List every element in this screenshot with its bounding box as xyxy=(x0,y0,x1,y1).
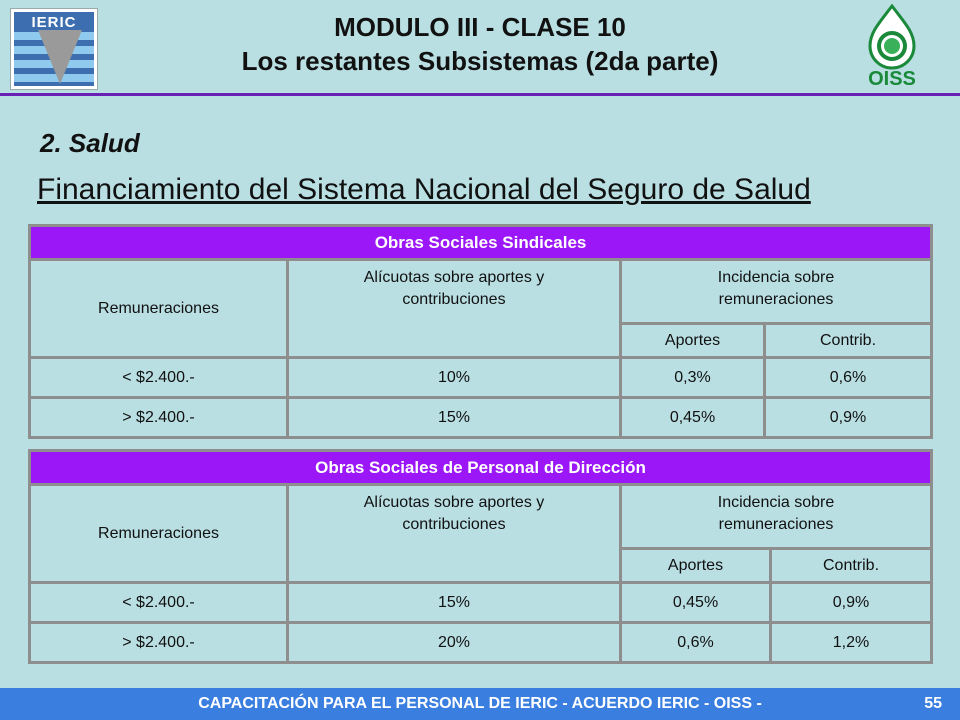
page-title xyxy=(110,10,850,78)
col-header-contrib: Contrib. xyxy=(771,549,932,583)
oiss-logo-text: OISS xyxy=(868,68,916,90)
col-header-contrib: Contrib. xyxy=(765,324,932,358)
table-title: Obras Sociales de Personal de Dirección xyxy=(30,451,932,485)
oiss-emblem-icon xyxy=(862,4,922,70)
table-obras-sociales-sindicales xyxy=(28,224,933,439)
table-row xyxy=(30,398,932,438)
cell-remuneracion: < $2.400.- xyxy=(30,583,288,623)
cell-aportes: 0,3% xyxy=(621,358,765,398)
cell-remuneracion: > $2.400.- xyxy=(30,623,288,663)
cell-alicuota: 15% xyxy=(288,583,621,623)
col-header-alicuotas: Alícuotas sobre aportes y contribuciones xyxy=(288,260,621,358)
col-header-incidencia: Incidencia sobre remuneraciones xyxy=(621,260,932,324)
col-header-incidencia: Incidencia sobre remuneraciones xyxy=(621,485,932,549)
table-row xyxy=(30,623,932,663)
table-row xyxy=(30,583,932,623)
cell-contrib: 0,6% xyxy=(765,358,932,398)
table-obras-sociales-personal-direccion xyxy=(28,449,933,664)
footer-text: CAPACITACIÓN PARA EL PERSONAL DE IERIC - ACUERDO IERIC - OISS - xyxy=(198,695,762,712)
col-header-remuneraciones: Remuneraciones xyxy=(30,260,288,358)
cell-contrib: 1,2% xyxy=(771,623,932,663)
col-header-alicuotas: Alícuotas sobre aportes y contribuciones xyxy=(288,485,621,583)
col-header-remuneraciones: Remuneraciones xyxy=(30,485,288,583)
cell-aportes: 0,45% xyxy=(621,583,771,623)
cell-alicuota: 15% xyxy=(288,398,621,438)
table-title: Obras Sociales Sindicales xyxy=(30,226,932,260)
cell-aportes: 0,45% xyxy=(621,398,765,438)
col-header-aportes: Aportes xyxy=(621,324,765,358)
table-row xyxy=(30,358,932,398)
title-line-1: MODULO III - CLASE 10 xyxy=(334,12,626,42)
cell-aportes: 0,6% xyxy=(621,623,771,663)
header-divider xyxy=(0,93,960,96)
cell-remuneracion: < $2.400.- xyxy=(30,358,288,398)
cell-remuneracion: > $2.400.- xyxy=(30,398,288,438)
cell-alicuota: 10% xyxy=(288,358,621,398)
oiss-logo xyxy=(862,4,922,90)
footer-bar xyxy=(0,688,960,720)
cell-contrib: 0,9% xyxy=(771,583,932,623)
section-title: Financiamiento del Sistema Nacional del Seguro de Salud xyxy=(37,173,811,206)
ieric-logo xyxy=(10,8,98,90)
section-heading: 2. Salud xyxy=(40,128,140,158)
page-number: 55 xyxy=(924,695,942,712)
cell-contrib: 0,9% xyxy=(765,398,932,438)
ieric-logo-text: IERIC xyxy=(31,14,77,31)
col-header-aportes: Aportes xyxy=(621,549,771,583)
title-line-2: Los restantes Subsistemas (2da parte) xyxy=(241,46,719,76)
cell-alicuota: 20% xyxy=(288,623,621,663)
